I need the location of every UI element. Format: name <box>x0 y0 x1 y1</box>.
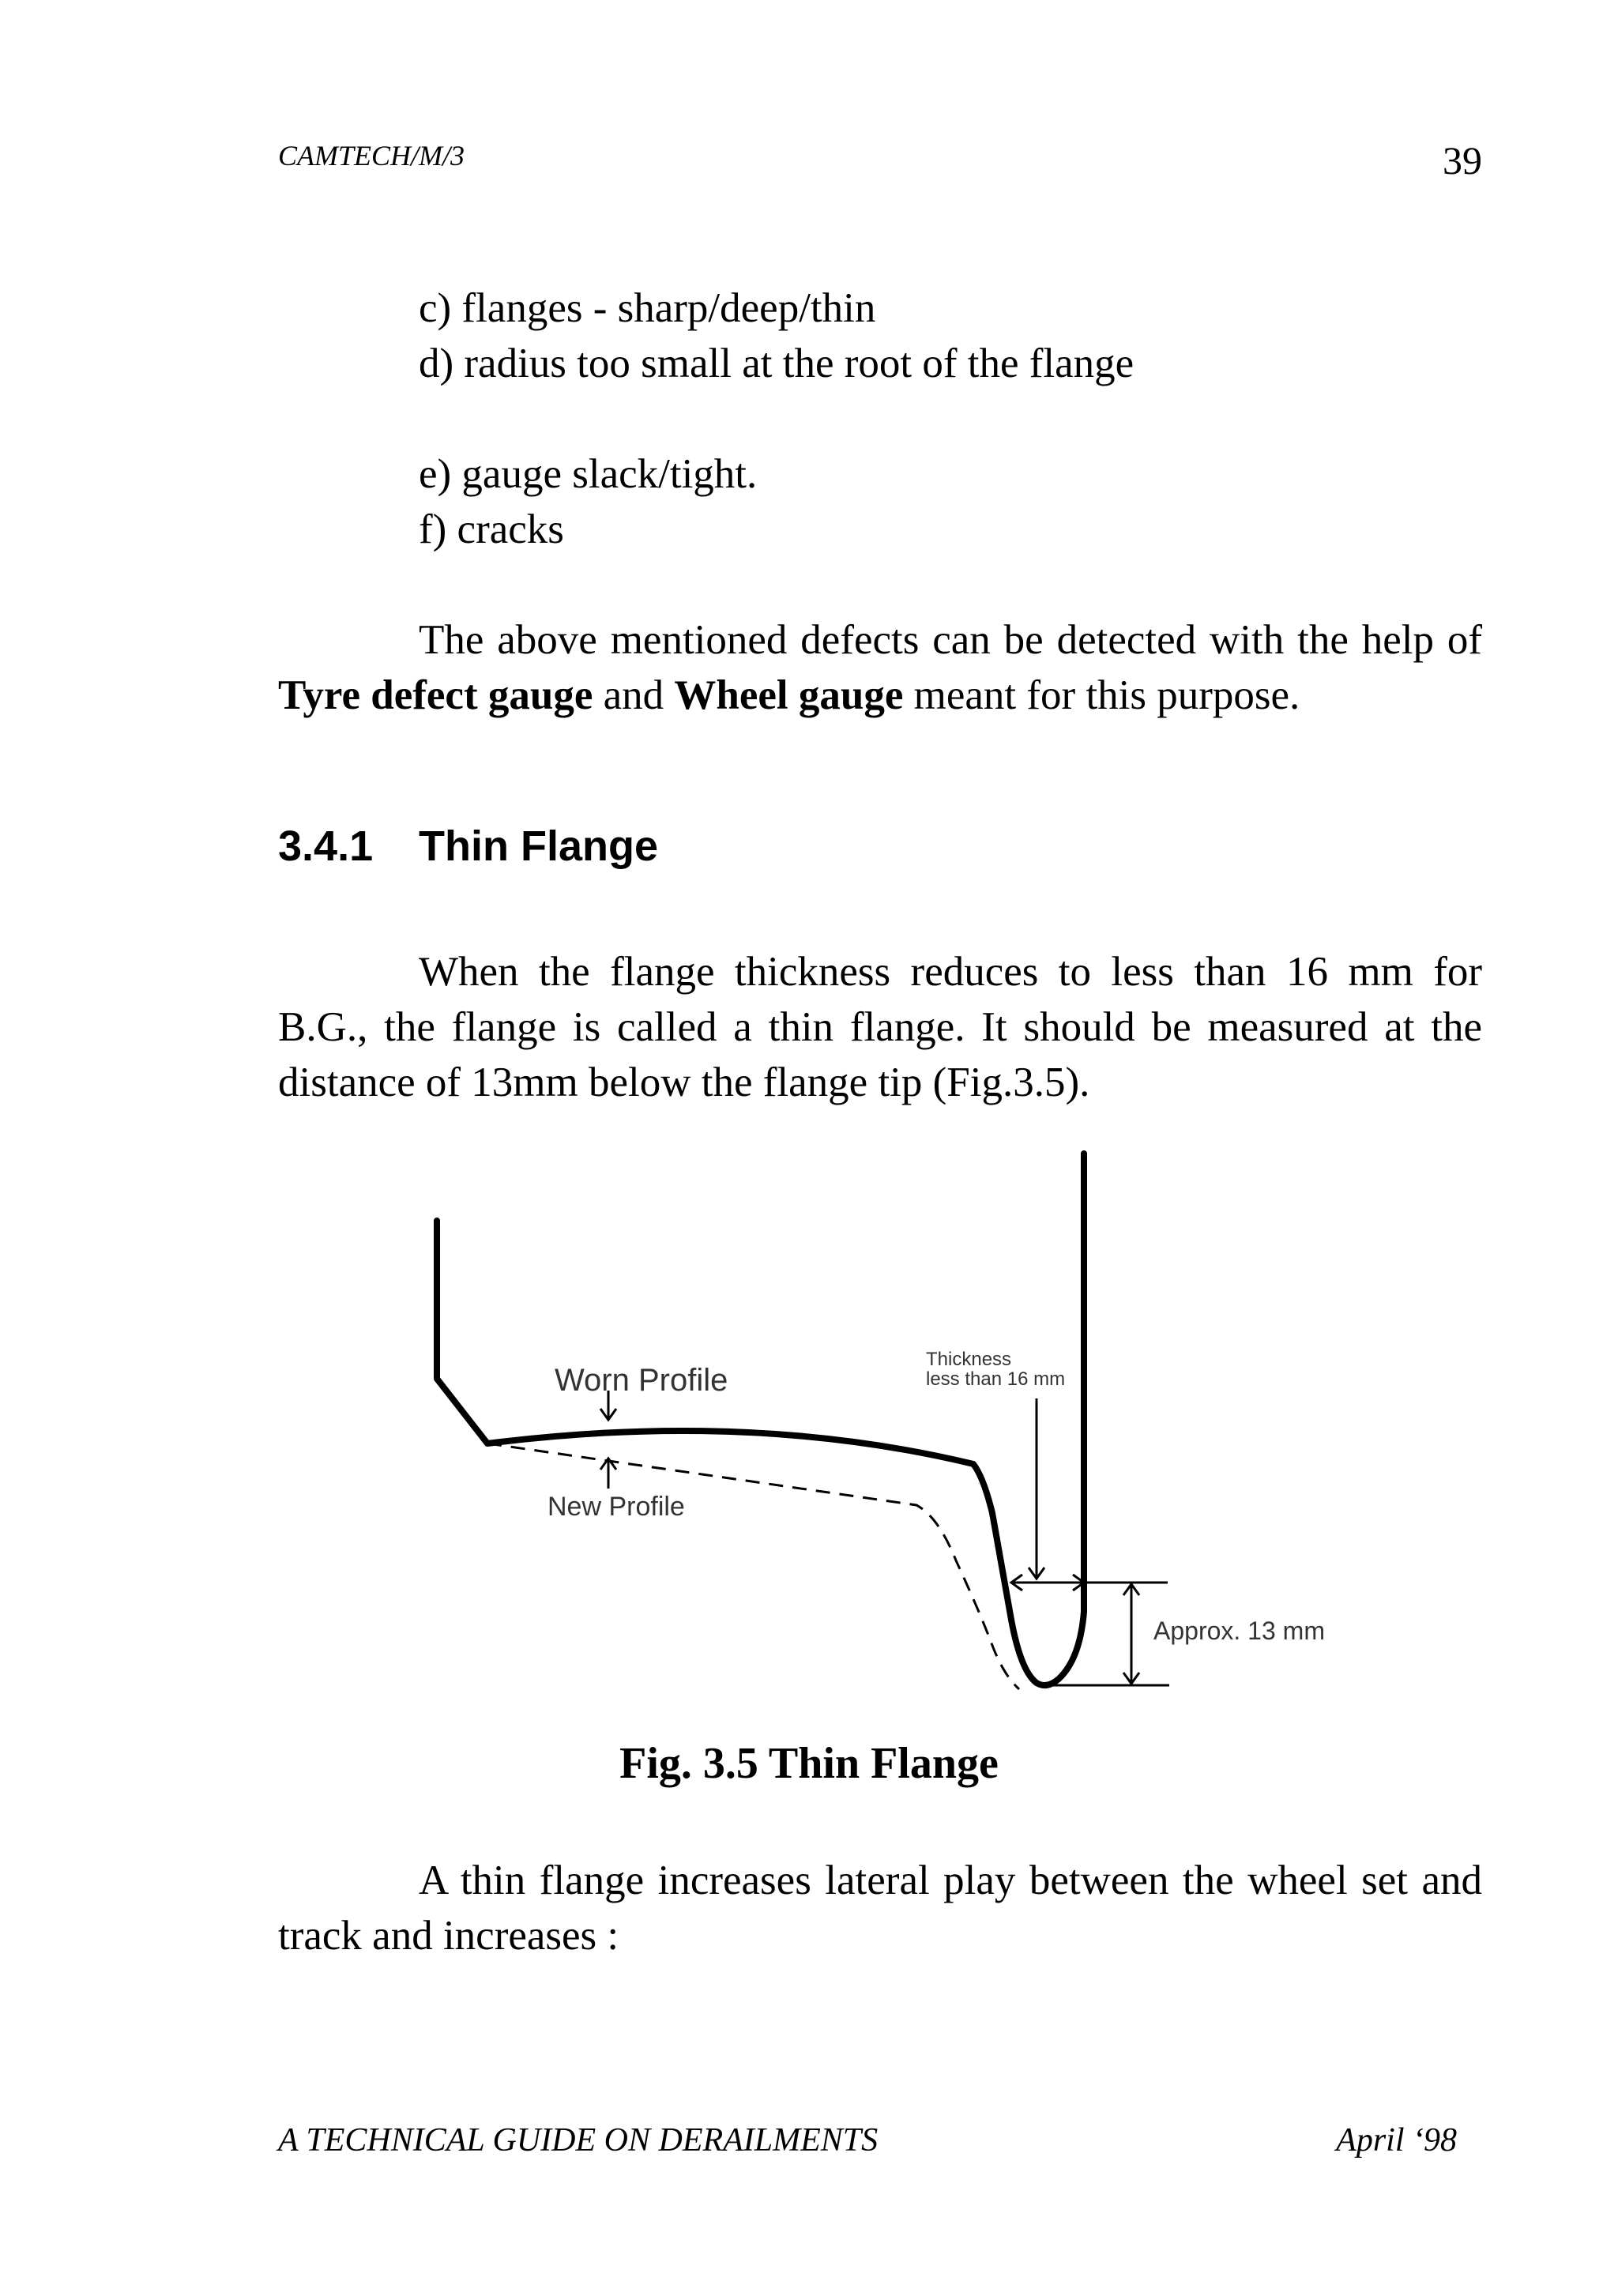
worn-profile-label: Worn Profile <box>555 1363 728 1398</box>
section-number: 3.4.1 <box>278 822 374 870</box>
new-profile-arrow <box>600 1459 616 1489</box>
approx-13mm-dimension <box>1123 1584 1139 1684</box>
new-profile-label: New Profile <box>547 1492 685 1522</box>
footer-title: A TECHNICAL GUIDE ON DERAILMENTS <box>278 2122 879 2159</box>
paragraph-defect-gauges: The above mentioned defects can be detected with the help of Tyre defect gauge and Wheel gauge meant for this purpose. <box>278 617 1482 718</box>
list-item-f: f) cracks <box>419 506 564 552</box>
thickness-leader-arrow <box>1029 1398 1044 1579</box>
thickness-label-line1: Thickness <box>926 1349 1012 1370</box>
list-item-d: d) radius too small at the root of the flange <box>419 341 1134 386</box>
paragraph-lateral-play: A thin flange increases lateral play between the wheel set and track and increases : <box>278 1858 1482 1959</box>
paragraph-thin-flange-definition: When the flange thickness reduces to less than 16 mm for B.G., the flange is called a thin flange. It should be measured at the distance of 13mm below the flange tip (Fig.3.5). <box>278 949 1482 1105</box>
list-item-e: e) gauge slack/tight. <box>419 451 758 497</box>
new-profile-curve <box>487 1443 1019 1689</box>
footer-date: April ‘98 <box>1336 2122 1457 2159</box>
figure-caption: Fig. 3.5 Thin Flange <box>619 1739 999 1788</box>
header-doc-code: CAMTECH/M/3 <box>278 140 465 171</box>
section-title: Thin Flange <box>419 822 658 870</box>
list-item-c: c) flanges - sharp/deep/thin <box>419 285 876 331</box>
worn-profile-curve <box>437 1154 1084 1685</box>
approx-13mm-label: Approx. 13 mm <box>1153 1617 1325 1645</box>
page-number: 39 <box>1443 138 1482 183</box>
thickness-label-line2: less than 16 mm <box>926 1368 1066 1390</box>
term-wheel-gauge: Wheel gauge <box>674 672 904 718</box>
term-tyre-defect-gauge: Tyre defect gauge <box>278 672 593 718</box>
